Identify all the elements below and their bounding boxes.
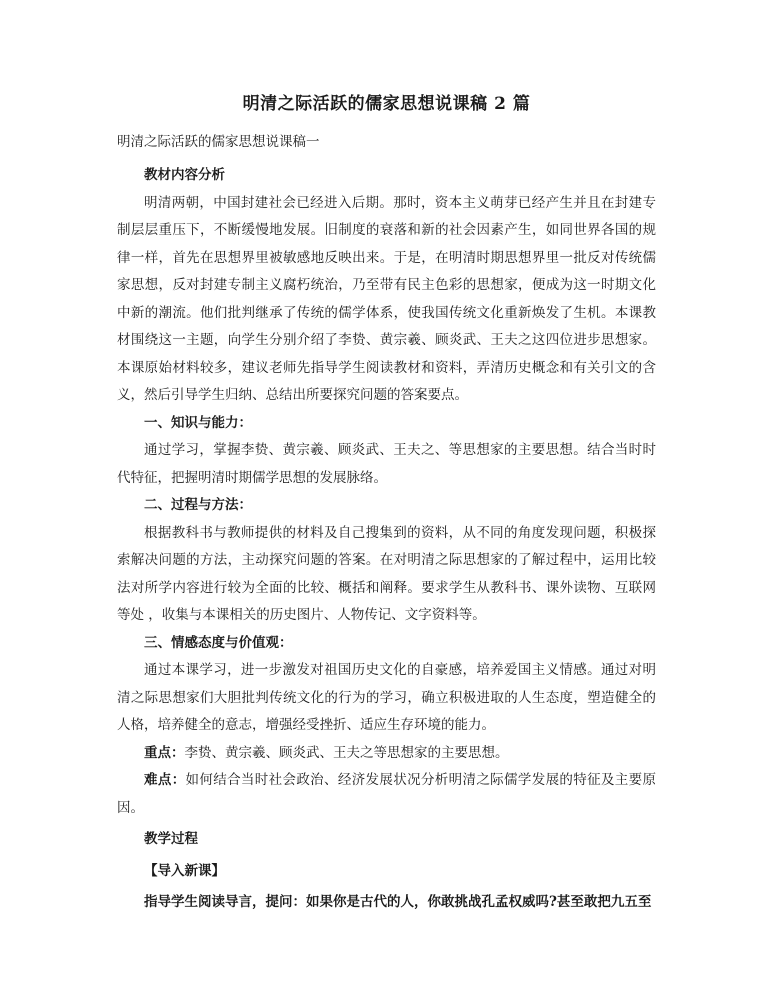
paragraph-intro: 指导学生阅读导言，提问：如果你是古代的人，你敢挑战孔孟权威吗?甚至敢把九五至 bbox=[144, 894, 652, 910]
paragraph-knowledge: 通过学习，掌握李贽、黄宗羲、顾炎武、王夫之、等思想家的主要思想。结合当时时代特征，把握明清时期儒学思想的发展脉络。 bbox=[117, 442, 656, 486]
goal-heading-knowledge: 一、知识与能力： bbox=[144, 414, 252, 431]
difficult-point-text: 如何结合当时社会政治、经济发展状况分析明清之际儒学发展的特征及主要原因。 bbox=[117, 772, 657, 816]
key-point bbox=[117, 740, 656, 768]
paragraph-content-analysis: 明清两朝，中国封建社会已经进入后期。那时，资本主义萌芽已经产生并且在封建专制层层重压下，不断缓慢地发展。旧制度的衰落和新的社会因素产生，如同世界各国的规律一样，首先在思想界里被敏感地反映出来。于是，在明清时期思想界里一批反对传统儒家思想，反对封建专制主义腐朽统治，乃至带有民主色彩的思想家，便成为这一时期文化中新的潮流。他们批判继承了传统的儒学体系，使我国传统文化重新焕发了生机。本课教材围绕这一主题，向学生分别介绍了李贽、黄宗羲、顾炎武、王夫之这四位进步思想家。本课原始材料较多，建议老师先指导学生阅读教材和资料，弄清历史概念和有关引文的含义，然后引导学生归纳、总结出所要探究问题的答案要点。 bbox=[117, 194, 656, 403]
subsection-heading-intro: 【导入新课】 bbox=[144, 862, 225, 879]
section-heading-content-analysis: 教材内容分析 bbox=[144, 167, 225, 183]
key-point-label: 重点： bbox=[144, 744, 185, 761]
paragraph-values: 通过本课学习，进一步激发对祖国历史文化的自豪感，培养爱国主义情感。通过对明清之际思想家们大胆批判传统文化的行为的学习，确立积极进取的人生态度，塑造健全的人格，培养健全的意志，增强经受挫折、适应生存环境的能力。 bbox=[117, 662, 656, 733]
document-title: 明清之际活跃的儒家思想说课稿 2 篇 bbox=[242, 94, 531, 114]
paragraph-process: 根据教科书与教师提供的材料及自己搜集到的资料，从不同的角度发现问题，积极探索解决问题的方法，主动探究问题的答案。在对明清之际思想家的了解过程中，运用比较法对所学内容进行较为全面的比较、概括和阐释。要求学生从教科书、课外读物、互联网等处 ，收集与本课相关的历史图片、人物传记、文字资料等。 bbox=[117, 524, 656, 623]
difficult-point bbox=[117, 767, 656, 822]
goal-heading-values: 三、情感态度与价值观： bbox=[144, 634, 293, 651]
document-subtitle: 明清之际活跃的儒家思想说课稿一 bbox=[117, 134, 320, 150]
section-heading-teaching-process: 教学过程 bbox=[144, 831, 198, 847]
key-point-text: 李贽、黄宗羲、顾炎武、王夫之等思想家的主要思想。 bbox=[184, 744, 509, 761]
goal-heading-process: 二、过程与方法： bbox=[144, 497, 252, 513]
difficult-point-label: 难点： bbox=[144, 772, 186, 788]
